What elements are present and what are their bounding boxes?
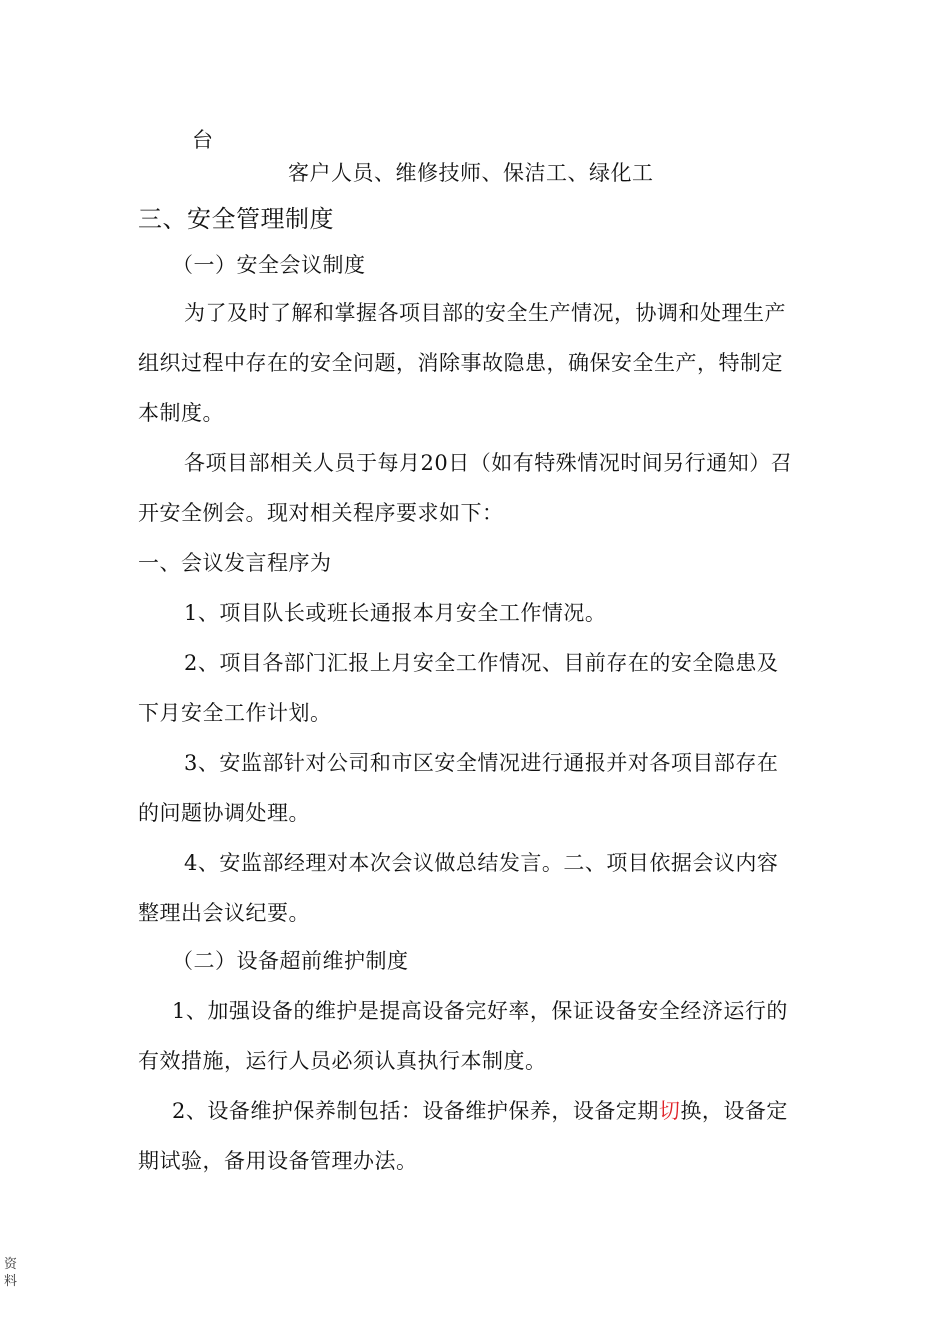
text-line: 4、安监部经理对本次会议做总结发言。二、项目依据会议内容	[184, 851, 779, 875]
text-line: 整理出会议纪要。	[138, 901, 310, 925]
list-heading: 一、会议发言程序为	[138, 551, 332, 575]
subsection-heading: （一）安全会议制度	[172, 253, 366, 277]
text-segment: 换，设备定	[680, 1099, 788, 1123]
text-line: 各项目部相关人员于每月20日（如有特殊情况时间另行通知）召	[184, 451, 793, 475]
subsection-heading: （二）设备超前维护制度	[172, 949, 409, 973]
text-line: 1、项目队长或班长通报本月安全工作情况。	[184, 601, 607, 625]
text-line: 期试验，备用设备管理办法。	[138, 1149, 418, 1173]
text-line: 开安全例会。现对相关程序要求如下：	[138, 501, 504, 525]
side-label: 料	[4, 1274, 18, 1289]
section-heading: 三、安全管理制度	[138, 205, 334, 233]
side-label: 资	[4, 1257, 18, 1272]
highlighted-character: 切	[658, 1099, 681, 1123]
text-line: 为了及时了解和掌握各项目部的安全生产情况，协调和处理生产	[184, 301, 786, 325]
text-line: 组织过程中存在的安全问题，消除事故隐患，确保安全生产，特制定	[138, 351, 783, 375]
text-line: 客户人员、维修技师、保洁工、绿化工	[288, 161, 654, 185]
text-line: 1、加强设备的维护是提高设备完好率，保证设备安全经济运行的	[172, 999, 788, 1023]
text-line: 有效措施，运行人员必须认真执行本制度。	[138, 1049, 547, 1073]
text-line	[172, 1096, 788, 1126]
text-line: 的问题协调处理。	[138, 801, 310, 825]
text-line: 本制度。	[138, 401, 224, 425]
text-line: 下月安全工作计划。	[138, 701, 332, 725]
text-line: 3、安监部针对公司和市区安全情况进行通报并对各项目部存在	[184, 751, 779, 775]
text-segment: 2、设备维护保养制包括：设备维护保养，设备定期	[172, 1099, 659, 1123]
text-line: 2、项目各部门汇报上月安全工作情况、目前存在的安全隐患及	[184, 651, 779, 675]
text-line: 台	[192, 128, 214, 152]
